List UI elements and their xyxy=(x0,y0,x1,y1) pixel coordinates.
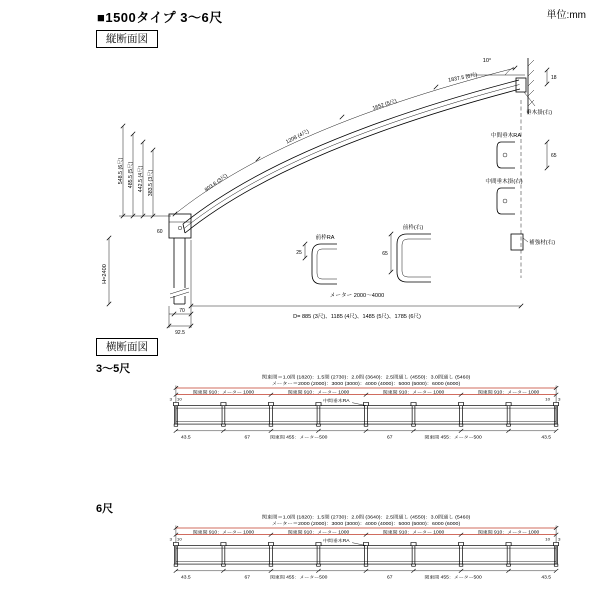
dim-70: 70 xyxy=(179,308,185,314)
dim-43-5-left: 43.5 xyxy=(181,574,191,580)
segment-dim: 関東間 910：メーター 1000 xyxy=(192,389,255,395)
front-frame-right-detail xyxy=(389,232,431,282)
sub-label-3-5shaku: 3〜5尺 xyxy=(96,363,131,375)
dim-43-5-right: 43.5 xyxy=(541,574,551,580)
dim-67-a: 67 xyxy=(244,574,250,580)
front-frame-detail xyxy=(303,242,337,284)
segment-dim: 関東間 910：メーター 1000 xyxy=(382,389,445,395)
segment-dim: 関東間 910：メーター 1000 xyxy=(287,389,350,395)
dim-43-5-right: 43.5 xyxy=(541,434,551,440)
sub-segment-dim-a: 関東間 455：メーター500 xyxy=(270,434,328,440)
sub-segment-dim-a: 関東間 455：メーター500 xyxy=(270,574,328,580)
dim-67-b: 67 xyxy=(387,574,393,580)
dim-60: 60 xyxy=(157,229,163,235)
sub-label-6shaku: 6尺 xyxy=(96,503,114,515)
segment-dim: 関東間 910：メーター 1000 xyxy=(477,529,540,535)
front-frame-and-post xyxy=(169,214,191,304)
intermediate-rafter-detail xyxy=(497,142,515,168)
edge-dim-right-10: 10 xyxy=(545,396,551,402)
dim-65-right: 65 xyxy=(551,153,557,159)
edge-dim-left-10: 10 xyxy=(176,536,182,542)
sub-dimension-line xyxy=(174,569,559,573)
dim-67-b: 67 xyxy=(387,434,393,440)
vertical-section-drawing xyxy=(95,46,565,338)
label-intermediate-rafter: 中間垂木RA xyxy=(490,133,522,139)
rise-dim-4shaku: 442.5 (4尺) xyxy=(138,165,144,193)
cross-section-drawing-3-5 xyxy=(168,372,564,456)
page-title: ■1500タイプ 3〜6尺 xyxy=(97,10,223,25)
edge-dim-left-3: 3 xyxy=(169,396,172,402)
label-front-frame-right: 前枠(右) xyxy=(402,225,424,231)
label-intermediate-rafter: 中間垂木RA xyxy=(322,538,350,544)
depth-dimension-values: D= 885 (3尺)、1185 (4尺)、1485 (5尺)、1785 (6尺) xyxy=(293,314,421,320)
sub-dimension-line xyxy=(174,429,559,433)
rafter-hanger-leader xyxy=(524,92,535,106)
label-rafter-hanger: 垂木掛(右) xyxy=(526,110,553,116)
span-row-kanto: 関東間＝1.0間 (1820)：1.5間 (2730)：2.0間 (3640)：2.5間通し (4550)：3.0間通し (5460) xyxy=(261,515,471,521)
rise-dim-3shaku: 383.5 (3尺) xyxy=(148,169,154,197)
label-front-frame-ra: 前枠RA xyxy=(315,235,335,241)
edge-dim-right-3: 3 xyxy=(558,396,561,402)
roof-arc-dimension-line xyxy=(173,66,517,216)
sub-segment-dim-b: 関東間 455：メーター500 xyxy=(424,574,482,580)
dim-67-a: 67 xyxy=(244,434,250,440)
segment-dim: 関東間 910：メーター 1000 xyxy=(192,529,255,535)
horizontal-section-box-label: 横断面図 xyxy=(96,338,158,356)
roof-panel-bar xyxy=(173,402,558,426)
edge-dim-left-3: 3 xyxy=(169,536,172,542)
roof-panel-bar xyxy=(173,542,558,566)
sub-segment-dim-b: 関東間 455：メーター500 xyxy=(424,434,482,440)
segment-dim: 関東間 910：メーター 1000 xyxy=(477,389,540,395)
dim-65-left: 65 xyxy=(382,251,388,257)
vertical-section-box-label: 縦断面図 xyxy=(96,30,158,48)
arc-dim-6shaku: 1837.5 (6尺) xyxy=(447,72,478,84)
edge-dim-right-3: 3 xyxy=(558,536,561,542)
dim-92-5: 92.5 xyxy=(175,330,185,336)
segment-dim: 関東間 910：メーター 1000 xyxy=(382,529,445,535)
dim-43-5-left: 43.5 xyxy=(181,434,191,440)
reinforcement-detail xyxy=(511,234,528,250)
arc-dim-4shaku: 1208 (4尺) xyxy=(285,128,311,146)
rise-dimension-lines xyxy=(119,124,171,218)
cross-section-drawing-6 xyxy=(168,512,564,596)
rise-dim-6shaku: 548.5 (6尺) xyxy=(118,157,124,185)
unit-note: 単位:mm xyxy=(546,10,586,21)
label-intermediate-rafter-hanger: 中間垂木掛(右) xyxy=(485,179,523,185)
dim-18: 18 xyxy=(551,75,557,81)
intermediate-rafter-hanger-detail xyxy=(497,188,515,214)
roof-curve xyxy=(183,80,523,233)
arc-dim-5shaku: 1652 (5尺) xyxy=(371,98,398,112)
roof-angle-value: 10° xyxy=(482,58,492,64)
span-row-meter: メーター＝2000 (2000)：3000 (3000)：4000 (4000)：5000 (5000)：6000 (6000) xyxy=(271,522,461,527)
dim-25: 25 xyxy=(296,250,302,256)
rise-dim-5shaku: 485.5 (5尺) xyxy=(128,161,134,189)
meter-range-note: メーター 2000〜4000 xyxy=(329,293,385,299)
post-height-value: H=2400 xyxy=(102,264,108,284)
label-reinforcement: 補強材(右) xyxy=(529,240,556,246)
span-row-meter: メーター＝2000 (2000)：3000 (3000)：4000 (4000)：5000 (5000)：6000 (6000) xyxy=(271,382,461,387)
span-row-kanto: 関東間＝1.0間 (1820)：1.5間 (2730)：2.0間 (3640)：2.5間通し (4550)：3.0間通し (5460) xyxy=(261,375,471,381)
arc-dim-3shaku: 803.6 (3尺) xyxy=(203,172,229,194)
segment-dim: 関東間 910：メーター 1000 xyxy=(287,529,350,535)
edge-dim-left-10: 10 xyxy=(176,396,182,402)
right-edge-dimensions xyxy=(545,68,549,170)
label-intermediate-rafter: 中間垂木RA xyxy=(322,398,350,404)
edge-dim-right-10: 10 xyxy=(545,536,551,542)
